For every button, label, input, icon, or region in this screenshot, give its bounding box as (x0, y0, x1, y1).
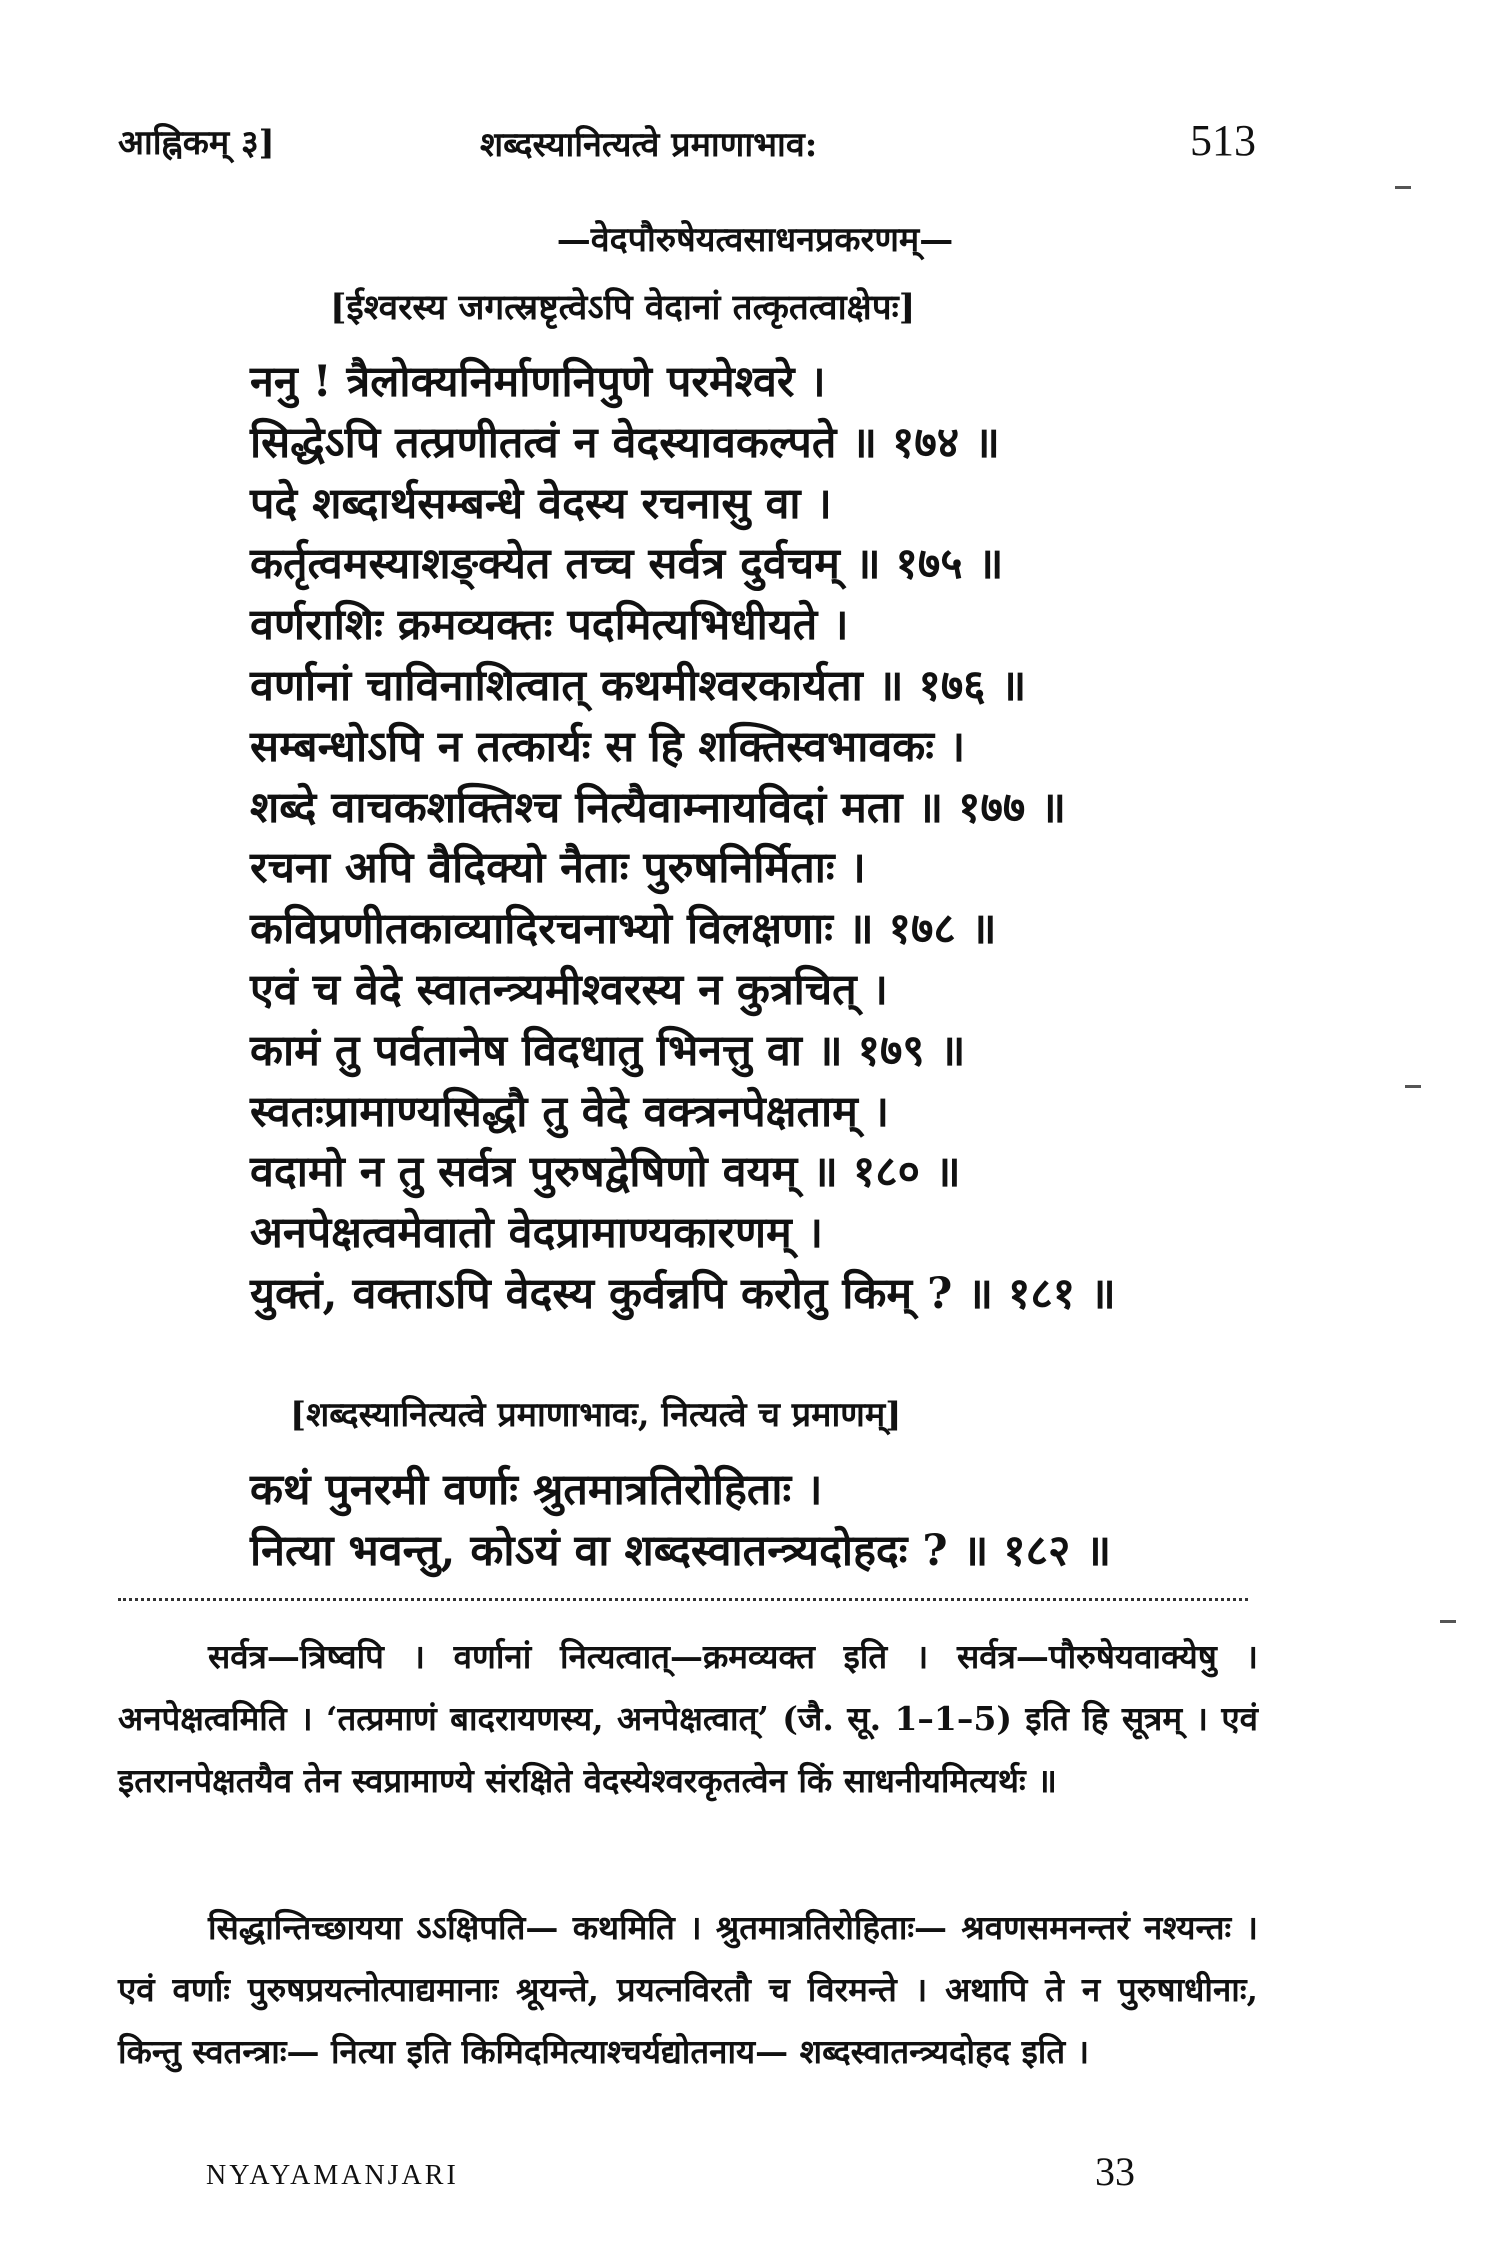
verse-line: कर्तृत्वमस्याशङ्क्येत तच्च सर्वत्र दुर्वचम् ॥ १७५ ॥ (250, 539, 1004, 590)
verse-line: सिद्धेऽपि तत्प्रणीतत्वं न वेदस्यावकल्पते ॥ १७४ ॥ (250, 417, 1000, 468)
verse-line: वर्णानां चाविनाशित्वात् कथमीश्वरकार्यता ॥ १७६ ॥ (250, 660, 1027, 711)
verse-line: कविप्रणीतकाव्यादिरचनाभ्यो विलक्षणाः ॥ १७८ ॥ (250, 904, 997, 955)
scan-speck (1405, 1085, 1421, 1088)
running-header-title: शब्दस्यानित्यत्वे प्रमाणाभाव: (480, 125, 818, 165)
running-header-left: आह्निकम् ३] (118, 123, 275, 163)
verse-line: रचना अपि वैदिक्यो नैताः पुरुषनिर्मिताः । (250, 843, 866, 894)
verse-line: कामं तु पर्वतानेष विदधातु भिनत्तु वा ॥ १७९ ॥ (250, 1025, 966, 1076)
verse-line: नित्या भवन्तु, कोऽयं वा शब्दस्वातन्त्र्यदोहदः ? ॥ १८२ ॥ (250, 1525, 1112, 1576)
verse-line: कथं पुनरमी वर्णाः श्रुतमात्रतिरोहिताः । (250, 1465, 823, 1515)
footer-signature-number: 33 (1095, 2149, 1135, 2194)
page-number: 513 (1190, 116, 1256, 165)
verse-line: ननु ! त्रैलोक्यनिर्माणनिपुणे परमेश्वरे । (250, 357, 826, 407)
verse-line: सम्बन्धोऽपि न तत्कार्यः स हि शक्तिस्वभावकः । (250, 721, 966, 772)
scan-speck (1440, 1620, 1456, 1623)
section-subtitle: [ईश्वरस्य जगत्स्रष्टृत्वेऽपि वेदानां तत्कृतत्वाक्षेपः] (330, 287, 916, 328)
verse-block-2 (250, 1460, 1111, 1582)
verse-line: युक्तं, वक्ताऽपि वेदस्य कुर्वन्नपि करोतु किम् ? ॥ १८१ ॥ (250, 1268, 1116, 1319)
verse-line: शब्दे वाचकशक्तिश्च नित्यैवाम्नायविदां मता ॥ १७७ ॥ (250, 782, 1066, 833)
scan-speck (1395, 186, 1411, 189)
verse-line: वर्णराशिः क्रमव्यक्तः पदमित्यभिधीयते । (250, 600, 849, 651)
verse-line: स्वतःप्रामाण्यसिद्धौ तु वेदे वक्त्रनपेक्षताम् । (250, 1086, 890, 1137)
verse-line: पदे शब्दार्थसम्बन्धे वेदस्य रचनासु वा । (250, 478, 832, 529)
verse-line: वदामो न तु सर्वत्र पुरुषद्वेषिणो वयम् ॥ १८० ॥ (250, 1147, 961, 1198)
verse-line: अनपेक्षत्वमेवातो वेदप्रामाण्यकारणम् । (250, 1208, 824, 1259)
verse-block (250, 352, 1116, 1325)
commentary-divider (118, 1598, 1248, 1601)
section-subtitle-2: [शब्दस्यानित्यत्वे प्रमाणाभावः, नित्यत्वे च प्रमाणम्] (290, 1395, 902, 1435)
commentary-paragraph: सिद्धान्तिच्छायया ऽऽक्षिपति— कथमिति । श्रुतमात्रतिरोहिताः— श्रवणसमनन्तरं नश्यन्तः । एवं वर्णाः पुरुषप्रयत्नोत्पाद्यमानाः श्रूयन्ते, प्रयत्नविरतौ च विरमन्ते । अथापि ते न पुरुषाधीनाः, किन्तु स्वतन्त्राः— नित्या इति किमिदमित्याश्चर्यद्योतनाय— शब्दस्वातन्त्र्यदोहद इति । (118, 1908, 1258, 2071)
footer-book-title: NYAYAMANJARI (206, 2160, 459, 2191)
section-title: —वेदपौरुषेयत्वसाधनप्रकरणम्— (556, 220, 954, 260)
verse-line: एवं च वेदे स्वातन्त्र्यमीश्वरस्य न कुत्रचित् । (250, 964, 888, 1015)
commentary-paragraph: सर्वत्र—त्रिष्वपि । वर्णानां नित्यत्वात्—क्रमव्यक्त इति । सर्वत्र—पौरुषेयवाक्येषु । अनपेक्षत्वमिति । ‘तत्प्रमाणं बादरायणस्य, अनपेक्षत्वात्’ (जै. सू. 1–1–5) इति हि सूत्रम् । एवं इतरानपेक्षतयैव तेन स्वप्रामाण्ये संरक्षिते वेदस्येश्वरकृतत्वेन किं साधनीयमित्यर्थः ॥ (118, 1637, 1258, 1800)
